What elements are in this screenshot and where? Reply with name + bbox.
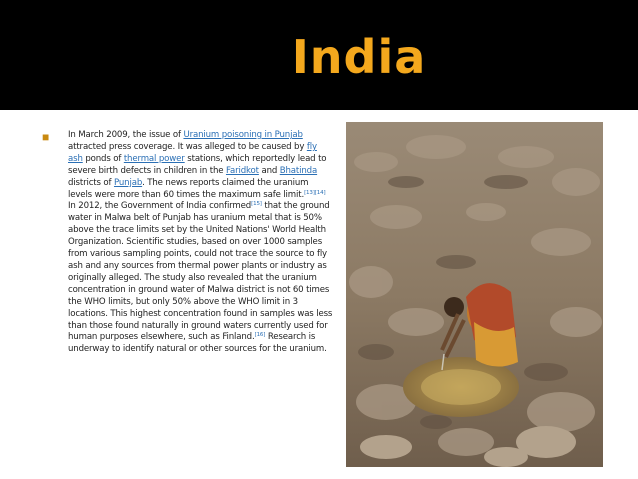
wiki-link[interactable]: Punjab — [113, 177, 143, 188]
paragraph-text: stations, which reportedly lead to severe birth defects in children in the — [68, 153, 327, 176]
slide-title: India — [291, 30, 427, 84]
body-paragraph — [68, 130, 334, 356]
paragraph-text: In 2012, the Government of India confirmed — [68, 201, 252, 212]
footnote-ref[interactable]: [13][14] — [304, 189, 326, 196]
wiki-link[interactable]: Uranium poisoning in Punjab — [183, 130, 303, 140]
paragraph-text: ponds of — [82, 153, 124, 164]
footnote-ref[interactable]: [16] — [254, 332, 266, 339]
photo-illustration — [346, 122, 603, 467]
paragraph-text: Research is underway to identify natural or other sources for the uranium. — [68, 332, 327, 355]
photo-woman-collecting-water — [346, 122, 603, 467]
wiki-link[interactable]: Bhatinda — [279, 165, 318, 176]
wiki-link[interactable]: thermal power — [123, 153, 185, 164]
footnote-ref[interactable]: [15] — [251, 201, 262, 208]
paragraph-text: . The news reports claimed the uranium levels were more than 60 times the maximum safe limit. — [68, 177, 309, 200]
paragraph-text: that the ground water in Malwa belt of Punjab has uranium metal that is 50% above the trace limits set by the United Nations' World Health Organization. Scientific studies, based on over 1000 samples from various sampling points, could not trace the source to fly ash and any sources from thermal power plants or industry as originally alleged. The study also revealed that the uranium concentration in ground water of Malwa district is not 60 times the WHO limits, but only 50% above the WHO limit in 3 locations. This highest concentration found in samples was less than those found naturally in ground waters currently used for human purposes elsewhere, such as Finland. — [68, 201, 333, 343]
slide-content — [0, 110, 638, 479]
paragraph-text: districts of — [68, 177, 114, 188]
paragraph-text: and — [258, 165, 280, 176]
square-bullet-icon: ■ — [42, 130, 50, 144]
wiki-link[interactable]: fly ash — [68, 141, 317, 164]
paragraph-text: In March 2009, the issue of — [68, 130, 184, 140]
wiki-link[interactable]: Faridkot — [225, 165, 259, 176]
paragraph-text: attracted press coverage. It was alleged to be caused by — [68, 141, 307, 152]
